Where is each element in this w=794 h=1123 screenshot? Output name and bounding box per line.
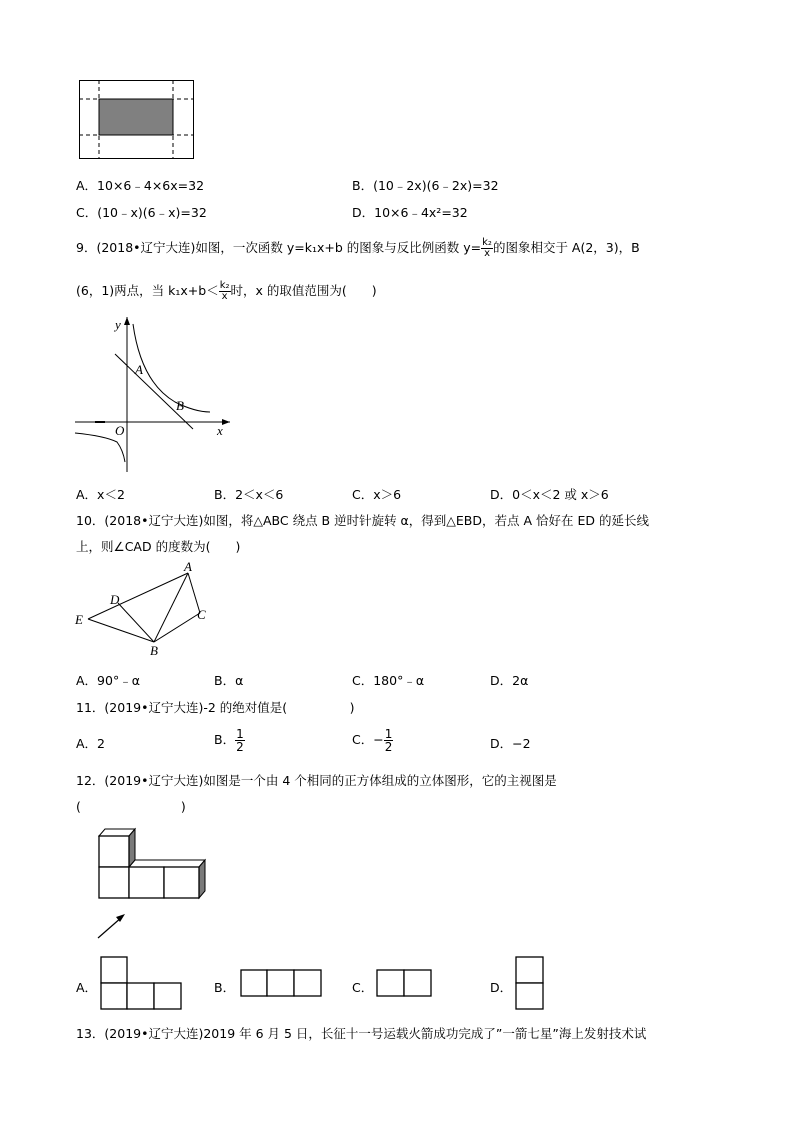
- fraction-one-half: [384, 728, 394, 753]
- q12-option-a[interactable]: A．: [76, 980, 98, 995]
- q9-text-part3: (6，1)两点，当 k₁x+b＜: [76, 283, 219, 298]
- q10-stem-line1: 10．(2018•辽宁大连)如图，将△ABC 绕点 B 逆时针旋转 α，得到△EBD，若点 A 恰好在 ED 的延长线: [76, 513, 649, 528]
- q9-text-part1: 9．(2018•辽宁大连)如图，一次函数 y=k₁x+b 的图象与反比例函数 y=: [76, 240, 482, 255]
- q11-option-d[interactable]: D．−2: [490, 736, 531, 751]
- q11-stem: 11．(2019•辽宁大连)-2 的绝对值是( ): [76, 700, 355, 715]
- graph-label-y: y: [115, 317, 121, 332]
- q8-option-d[interactable]: D．10×6﹣4x²=32: [352, 205, 468, 220]
- graph-label-point-a: A: [135, 362, 143, 377]
- figure-label-d: D: [110, 592, 120, 607]
- q10-option-d[interactable]: D．2α: [490, 673, 529, 688]
- q9-option-a[interactable]: A．x＜2: [76, 487, 125, 502]
- fraction-numerator: k₂: [219, 280, 230, 291]
- fraction-denominator: 2: [384, 740, 393, 754]
- figure-label-a: A: [184, 559, 192, 574]
- q12-option-d[interactable]: D．: [490, 980, 513, 995]
- q9-fraction-k2-over-x-2: [219, 281, 231, 302]
- q10-rotation-figure: [70, 558, 220, 663]
- q9-fraction-k2-over-x: [481, 238, 493, 259]
- q9-text-part2: 的图象相交于 A(2，3)，B: [492, 240, 640, 255]
- q12-cube-solid-figure: [95, 825, 210, 943]
- fraction-one-half: [235, 728, 245, 753]
- fraction-denominator: x: [221, 291, 228, 302]
- q12-option-c[interactable]: C．: [352, 980, 374, 995]
- fraction-denominator: x: [484, 248, 490, 259]
- q12-option-a-view: [100, 956, 184, 1012]
- q11-option-a[interactable]: A．2: [76, 736, 106, 751]
- q13-stem-line1: 13．(2019•辽宁大连)2019 年 6 月 5 日，长征十一号运载火箭成功完成了”一箭七星”海上发射技术试: [76, 1026, 647, 1041]
- q12-option-d-view: [515, 956, 547, 1012]
- graph-label-x: x: [217, 423, 223, 438]
- q10-option-b[interactable]: B．α: [214, 673, 244, 688]
- option-letter: C．−: [352, 732, 384, 747]
- q10-option-c[interactable]: C．180°﹣α: [352, 673, 425, 688]
- figure-label-b: B: [150, 643, 158, 658]
- q8-option-b[interactable]: B．(10﹣2x)(6﹣2x)=32: [352, 178, 499, 193]
- figure-label-e: E: [75, 612, 83, 627]
- q10-option-a[interactable]: A．90°﹣α: [76, 673, 140, 688]
- fraction-numerator: 1: [384, 727, 393, 741]
- q12-stem-line1: 12．(2019•辽宁大连)如图是一个由 4 个相同的正方体组成的立体图形，它的主视图是: [76, 773, 557, 788]
- fraction-numerator: k₂: [482, 237, 492, 248]
- q9-option-b[interactable]: B．2＜x＜6: [214, 487, 284, 502]
- q9-option-d[interactable]: D．0＜x＜2 或 x＞6: [490, 487, 609, 502]
- q8-figure: [79, 80, 195, 162]
- graph-label-origin: O: [115, 423, 125, 438]
- q11-option-c[interactable]: [352, 722, 393, 758]
- q8-option-a[interactable]: A．10×6﹣4×6x=32: [76, 178, 205, 193]
- fraction-numerator: 1: [236, 727, 244, 741]
- option-letter: B．: [214, 732, 236, 747]
- q9-function-graph: [75, 312, 235, 472]
- q11-option-b[interactable]: [214, 722, 245, 758]
- fraction-denominator: 2: [236, 740, 244, 754]
- q9-stem-line2: [76, 276, 377, 306]
- q12-option-b[interactable]: B．: [214, 980, 236, 995]
- q10-stem-line2: 上，则∠CAD 的度数为( ): [76, 539, 241, 554]
- q12-option-b-view: [240, 969, 324, 999]
- graph-label-point-b: B: [176, 398, 184, 413]
- q9-option-c[interactable]: C．x＞6: [352, 487, 402, 502]
- q9-text-part4: 时，x 的取值范围为( ): [230, 283, 377, 298]
- q9-stem-line1: [76, 233, 640, 263]
- q12-stem-line2: ( ): [76, 799, 186, 814]
- figure-label-c: C: [197, 607, 206, 622]
- q8-option-c[interactable]: C．(10﹣x)(6﹣x)=32: [76, 205, 207, 220]
- q12-option-c-view: [376, 969, 436, 999]
